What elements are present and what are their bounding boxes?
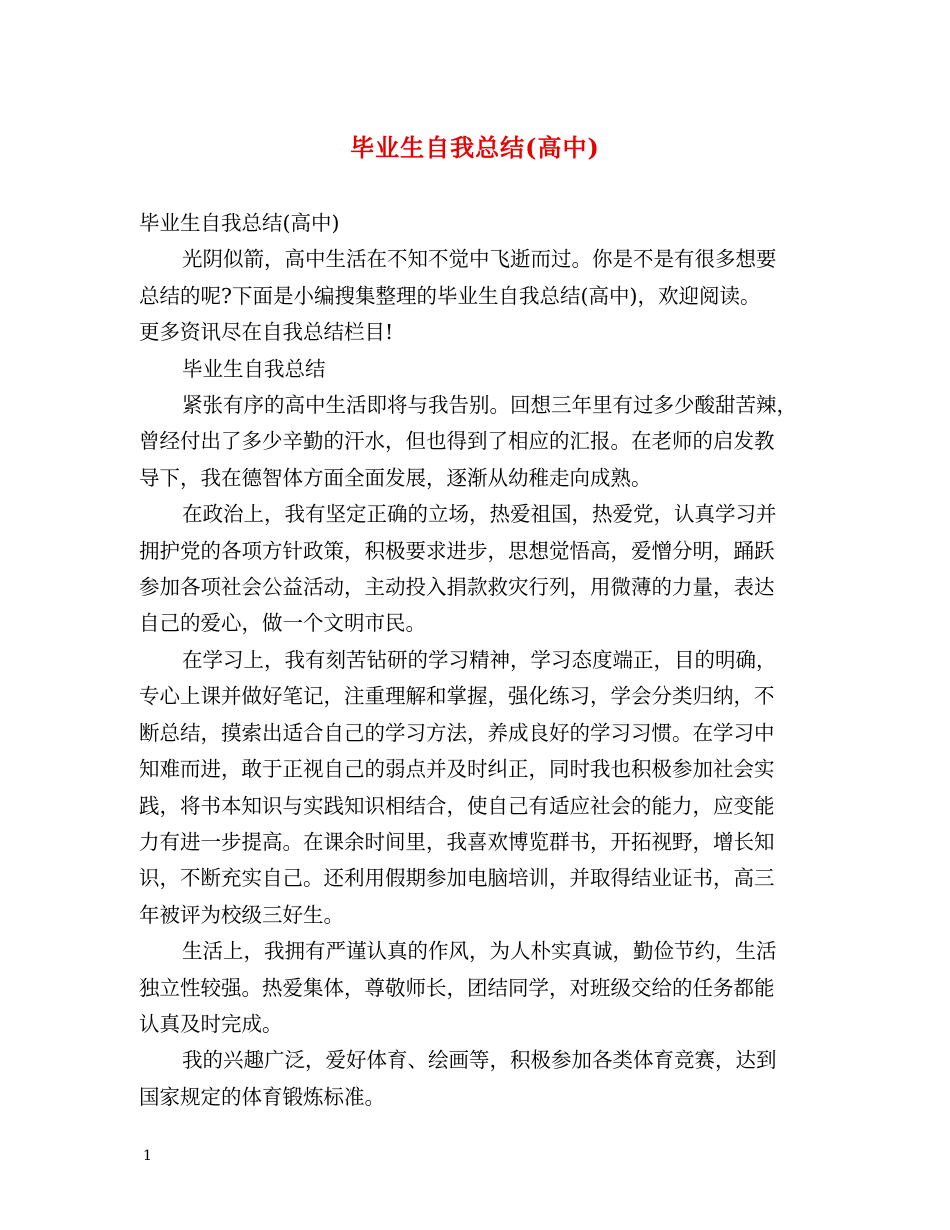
body-line: 践，将书本知识与实践知识相结合，使自己有适应社会的能力，应变能 <box>139 793 775 818</box>
body-line: 自己的爱心，做一个文明市民。 <box>139 611 426 636</box>
body-line: 光阴似箭，高中生活在不知不觉中飞逝而过。你是不是有很多想要 <box>182 247 777 272</box>
body-line: 更多资讯尽在自我总结栏目! <box>139 320 394 345</box>
body-line: 拥护党的各项方针政策，积极要求进步，思想觉悟高，爱憎分明，踊跃 <box>139 538 775 563</box>
body-line: 紧张有序的高中生活即将与我告别。回想三年里有过多少酸甜苦辣， <box>182 393 797 418</box>
document-body <box>139 205 829 1115</box>
body-line: 专心上课并做好笔记，注重理解和掌握，强化练习，学会分类归纳，不 <box>139 684 775 709</box>
body-line: 国家规定的体育锻炼标准。 <box>139 1084 385 1109</box>
body-line: 独立性较强。热爱集体，尊敬师长，团结同学，对班级交给的任务都能 <box>139 975 775 1000</box>
body-line: 年被评为校级三好生。 <box>139 902 344 927</box>
document-title: 毕业生自我总结(高中) <box>350 133 600 162</box>
body-line: 导下，我在德智体方面全面发展，逐渐从幼稚走向成熟。 <box>139 465 652 490</box>
body-line: 认真及时完成。 <box>139 1011 283 1036</box>
body-line: 在政治上，我有坚定正确的立场，热爱祖国，热爱党，认真学习并 <box>182 502 777 527</box>
body-line: 力有进一步提高。在课余时间里，我喜欢博览群书，开拓视野，增长知 <box>139 829 775 854</box>
section-heading: 毕业生自我总结 <box>182 356 326 381</box>
body-line: 知难而进，敢于正视自己的弱点并及时纠正，同时我也积极参加社会实 <box>139 757 775 782</box>
page-number: 1 <box>143 1148 152 1164</box>
body-line: 参加各项社会公益活动，主动投入捐款救灾行列，用微薄的力量，表达 <box>139 575 775 600</box>
body-line: 识，不断充实自己。还利用假期参加电脑培训，并取得结业证书，高三 <box>139 866 775 891</box>
body-line: 在学习上，我有刻苦钻研的学习精神，学习态度端正，目的明确， <box>182 647 777 672</box>
body-line: 断总结，摸索出适合自己的学习方法，养成良好的学习习惯。在学习中 <box>139 720 775 745</box>
body-line: 总结的呢?下面是小编搜集整理的毕业生自我总结(高中)，欢迎阅读。 <box>139 283 761 308</box>
body-line: 曾经付出了多少辛勤的汗水，但也得到了相应的汇报。在老师的启发教 <box>139 429 775 454</box>
body-line: 我的兴趣广泛，爱好体育、绘画等，积极参加各类体育竞赛，达到 <box>182 1048 777 1073</box>
body-line: 生活上，我拥有严谨认真的作风，为人朴实真诚，勤俭节约，生活 <box>182 939 777 964</box>
body-line: 毕业生自我总结(高中) <box>139 211 340 235</box>
